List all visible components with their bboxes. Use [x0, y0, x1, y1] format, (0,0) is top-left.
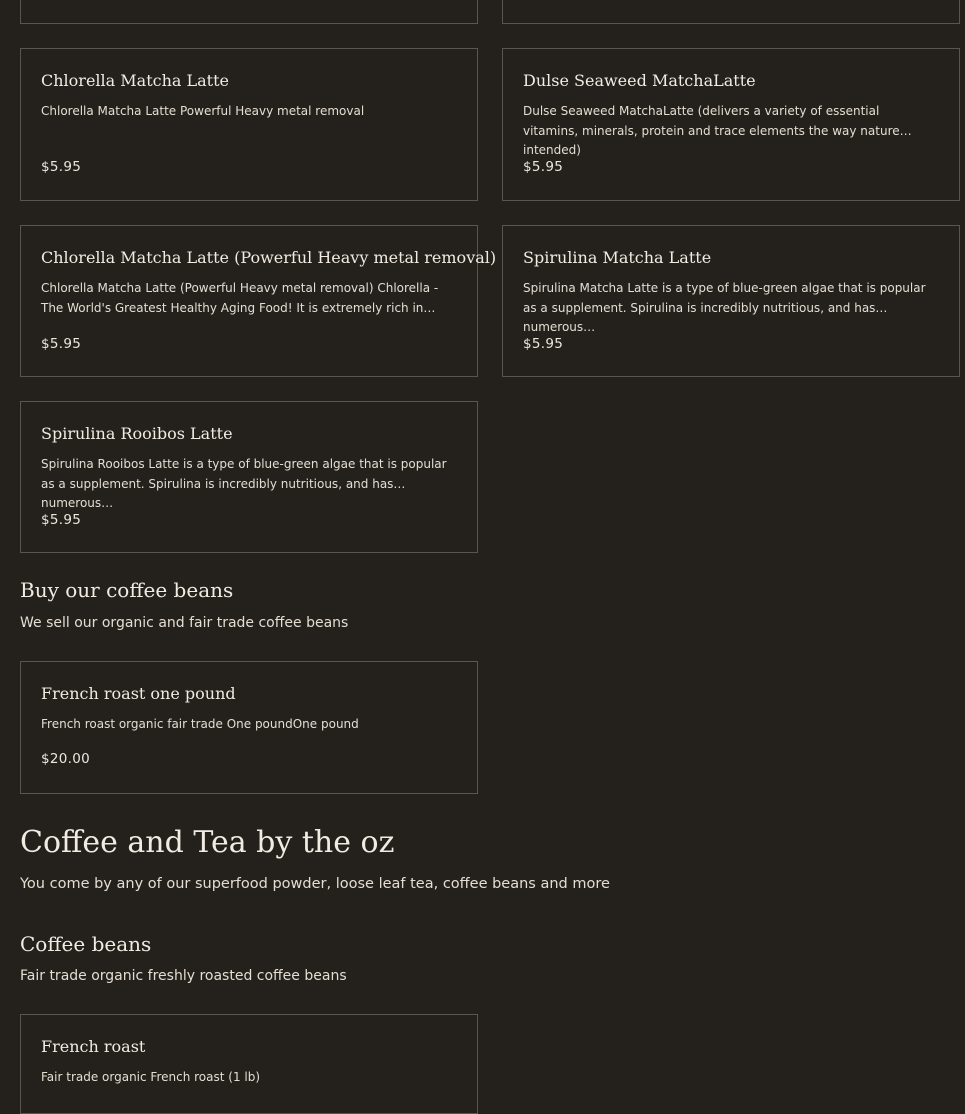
product-card[interactable]	[502, 225, 960, 377]
product-card[interactable]	[502, 48, 960, 201]
product-price: $5.95	[41, 336, 82, 352]
product-description: Spirulina Rooibos Latte is a type of blue-green algae that is popular as a supplement. Spirulina is incredibly nutritious, and has numerous…	[41, 457, 447, 510]
product-card-partial-left[interactable]	[20, 0, 478, 24]
section-heading-buy-coffee-beans: Buy our coffee beans	[20, 578, 234, 602]
product-title: French roast	[41, 1037, 146, 1056]
product-description: French roast organic fair trade One poundOne pound	[41, 717, 359, 731]
section-subtitle: We sell our organic and fair trade coffee beans	[20, 615, 349, 631]
product-title: Spirulina Matcha Latte	[523, 248, 712, 267]
section-subtitle: Fair trade organic freshly roasted coffee beans	[20, 968, 347, 984]
product-description: Chlorella Matcha Latte Powerful Heavy metal removal	[41, 104, 365, 118]
section-heading-by-the-oz: Coffee and Tea by the oz	[20, 825, 395, 860]
product-title: Spirulina Rooibos Latte	[41, 424, 233, 443]
section-subtitle: You come by any of our superfood powder, loose leaf tea, coffee beans and more	[20, 876, 610, 892]
product-title: Dulse Seaweed MatchaLatte	[523, 71, 756, 90]
product-card[interactable]	[20, 401, 478, 553]
product-price: $20.00	[41, 751, 91, 767]
section-heading-coffee-beans: Coffee beans	[20, 932, 152, 956]
product-description: Spirulina Matcha Latte is a type of blue-green algae that is popular as a supplement. Spirulina is incredibly nutritious, and has numerous…	[523, 281, 926, 334]
product-description: Dulse Seaweed MatchaLatte (delivers a variety of essential vitamins, minerals, protein and trace elements the way nature intended)	[523, 104, 900, 157]
product-price: $5.95	[41, 512, 82, 528]
product-card[interactable]	[20, 225, 497, 377]
product-price: $5.95	[523, 336, 564, 352]
product-description: Chlorella Matcha Latte (Powerful Heavy metal removal) Chlorella - The World's Greatest Healthy Aging Food! It is extremely rich in…	[41, 281, 439, 315]
product-price: $5.95	[41, 159, 82, 175]
product-card[interactable]	[20, 661, 478, 794]
product-price: $5.95	[523, 159, 564, 175]
product-title: Chlorella Matcha Latte	[41, 71, 230, 90]
product-card[interactable]	[20, 48, 478, 201]
product-title: French roast one pound	[41, 684, 236, 703]
product-title: Chlorella Matcha Latte (Powerful Heavy metal removal)	[41, 248, 497, 267]
product-card-partial-right[interactable]	[502, 0, 960, 24]
product-card[interactable]	[20, 1014, 478, 1114]
product-description: Fair trade organic French roast (1 lb)	[41, 1070, 261, 1084]
